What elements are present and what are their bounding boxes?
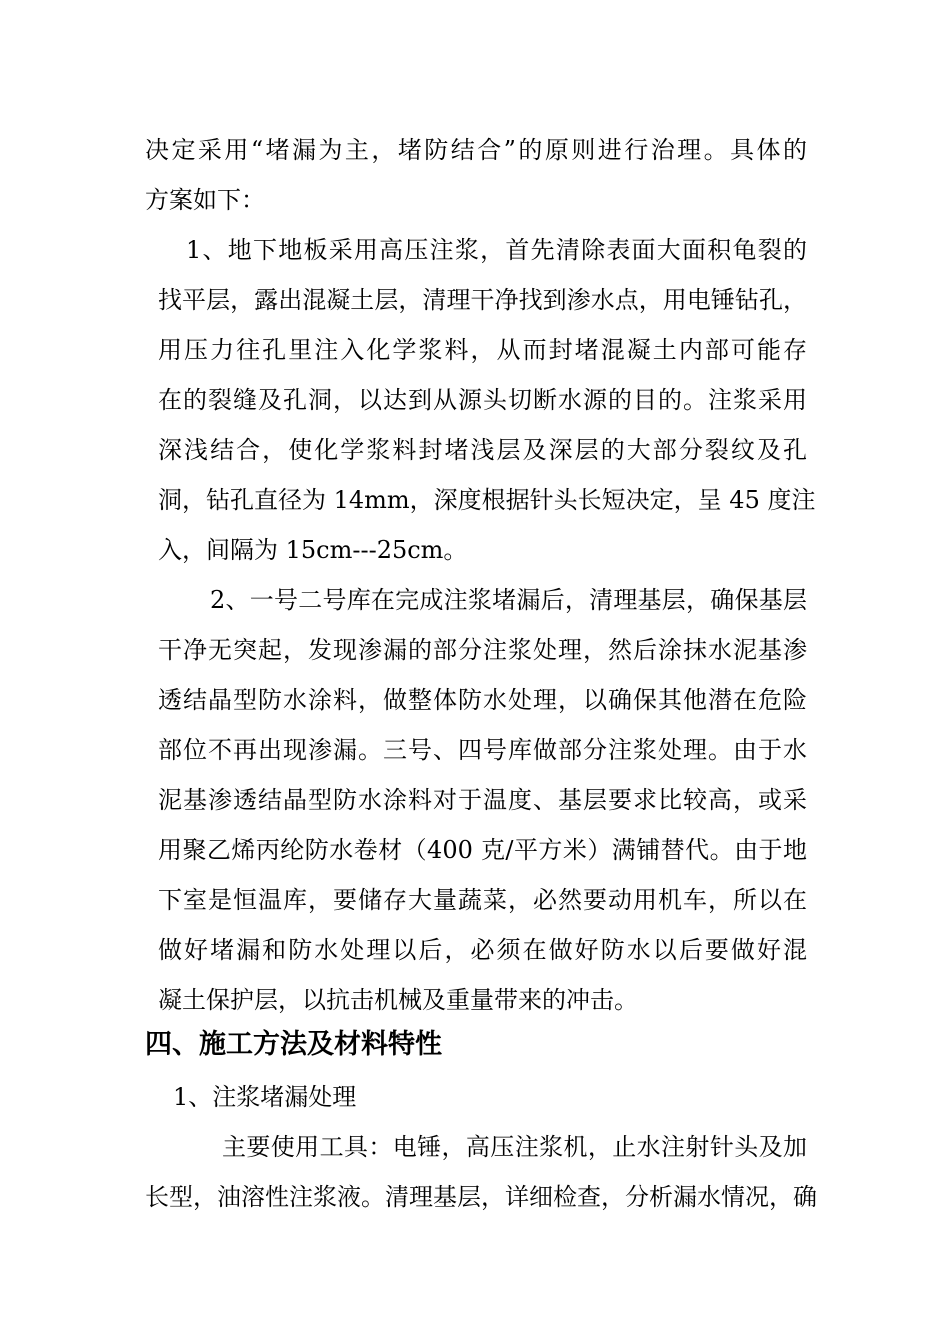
list-item-1-line: 在的裂缝及孔洞，以达到从源头切断水源的目的。注浆采用 — [158, 386, 807, 414]
list-item-2-line: 泥基渗透结晶型防水涂料对于温度、基层要求比较高，或采 — [158, 786, 807, 814]
list-item-1-line: 找平层，露出混凝土层，清理干净找到渗水点，用电锤钻孔， — [158, 286, 807, 314]
section-heading: 四、施工方法及材料特性 — [145, 1029, 442, 1060]
list-item-1-line: 1、地下地板采用高压注浆，首先清除表面大面积龟裂的 — [186, 236, 807, 264]
paragraph-line: 主要使用工具：电锤，高压注浆机，止水注射针头及加 — [222, 1133, 807, 1161]
list-item-2-line: 干净无突起，发现渗漏的部分注浆处理，然后涂抹水泥基渗 — [158, 636, 807, 664]
list-item-1-line: 用压力往孔里注入化学浆料，从而封堵混凝土内部可能存 — [158, 336, 807, 364]
paragraph-line: 决定采用“堵漏为主，堵防结合”的原则进行治理。具体的 — [145, 136, 807, 164]
list-item-2-line: 用聚乙烯丙纶防水卷材（400 克/平方米）满铺替代。由于地 — [158, 836, 807, 864]
subsection-heading: 1、注浆堵漏处理 — [173, 1083, 357, 1111]
paragraph-line: 方案如下： — [145, 186, 265, 214]
list-item-1-line: 洞，钻孔直径为 14mm，深度根据针头长短决定，呈 45 度注 — [158, 486, 816, 514]
list-item-2-line: 部位不再出现渗漏。三号、四号库做部分注浆处理。由于水 — [158, 736, 807, 764]
list-item-2-line: 透结晶型防水涂料，做整体防水处理，以确保其他潜在危险 — [158, 686, 807, 714]
list-item-2-line: 凝土保护层，以抗击机械及重量带来的冲击。 — [158, 986, 638, 1014]
list-item-2-line: 下室是恒温库，要储存大量蔬菜，必然要动用机车，所以在 — [158, 886, 807, 914]
list-item-2-line: 做好堵漏和防水处理以后，必须在做好防水以后要做好混 — [158, 936, 807, 964]
list-item-2-line: 2、一号二号库在完成注浆堵漏后，清理基层，确保基层 — [210, 586, 807, 614]
paragraph-line: 长型，油溶性注浆液。清理基层，详细检查，分析漏水情况，确 — [145, 1183, 817, 1211]
list-item-1-line: 入，间隔为 15cm---25cm。 — [158, 536, 468, 564]
list-item-1-line: 深浅结合，使化学浆料封堵浅层及深层的大部分裂纹及孔 — [158, 436, 807, 464]
